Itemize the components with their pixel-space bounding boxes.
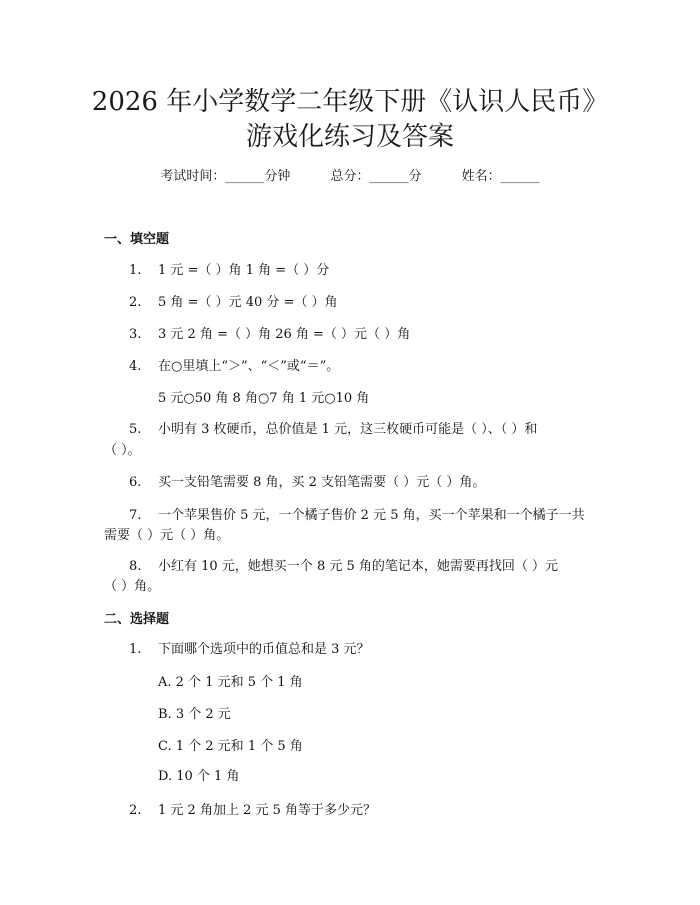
- question-text: 5 角 =（ ）元 40 分 =（ ）角: [158, 295, 338, 310]
- question-number: 3.: [129, 327, 142, 342]
- question-number: 2.: [129, 295, 142, 310]
- question-number: 1.: [129, 263, 142, 278]
- question-number: 4.: [129, 359, 142, 374]
- question-text: 下面哪个选项中的币值总和是 3 元？: [158, 642, 370, 657]
- question-number: 8.: [129, 559, 142, 574]
- student-name-field: 姓名：______: [461, 169, 540, 184]
- comparison-row: 5 元○50 角 8 角○7 角 1 元○10 角: [158, 391, 370, 406]
- question-text: 一个苹果售价 5 元，一个橘子售价 2 元 5 角，买一个苹果和一个橘子一共: [158, 508, 585, 523]
- exam-time-field: 考试时间：______分钟: [160, 169, 291, 184]
- exam-meta: [0, 168, 700, 186]
- question-text: 3 元 2 角 =（ ）角 26 角 =（ ）元（ ）角: [158, 327, 411, 342]
- question-text: 小红有 10 元，她想买一个 8 元 5 角的笔记本，她需要再找回（ ）元: [158, 559, 559, 574]
- question-number: 1.: [129, 642, 142, 657]
- choice-option-a: A. 2 个 1 元和 5 个 1 角: [158, 675, 303, 690]
- total-score-field: 总分：______分: [330, 169, 422, 184]
- question-number: 2.: [129, 803, 142, 818]
- section-heading-fill-in: 一、填空题: [104, 232, 170, 247]
- page-title-line-2: 游戏化练习及答案: [245, 122, 454, 152]
- section-heading-multiple-choice: 二、选择题: [104, 612, 170, 627]
- question-text-continuation: （ ）角。: [104, 579, 161, 594]
- choice-option-c: C. 1 个 2 元和 1 个 5 角: [158, 739, 303, 754]
- question-text: 买一支铅笔需要 8 角，买 2 支铅笔需要（ ）元（ ）角。: [158, 475, 486, 490]
- choice-option-d: D. 10 个 1 角: [158, 769, 240, 784]
- question-number: 7.: [129, 508, 142, 523]
- question-number: 6.: [129, 475, 142, 490]
- question-text-continuation: 需要（ ）元（ ）角。: [104, 528, 230, 543]
- choice-option-b: B. 3 个 2 元: [158, 707, 231, 722]
- question-text: 在○里填上“＞”、“＜”或“＝”。: [158, 359, 340, 374]
- page-title-line-1: 2026 年小学数学二年级下册《认识人民币》: [91, 87, 609, 117]
- question-text: 1 元 2 角加上 2 元 5 角等于多少元？: [158, 803, 377, 818]
- question-number: 5.: [129, 422, 142, 437]
- question-text: 1 元 =（ ）角 1 角 =（ ）分: [158, 263, 330, 278]
- question-text: 小明有 3 枚硬币，总价值是 1 元，这三枚硬币可能是（ ）、（ ）和: [158, 422, 538, 437]
- question-text-continuation: （ ）。: [104, 443, 141, 458]
